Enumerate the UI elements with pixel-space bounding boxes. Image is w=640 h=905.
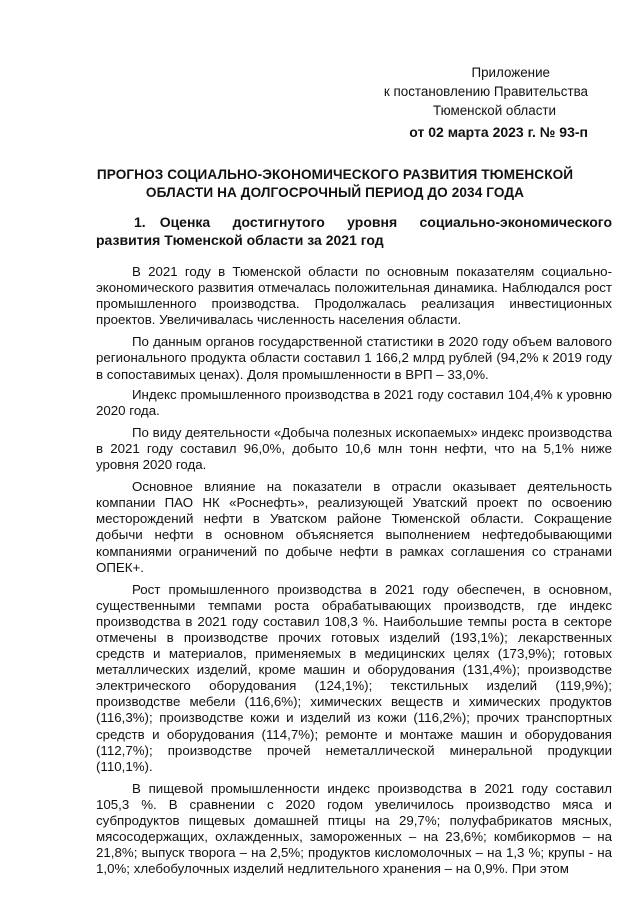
paragraph-4: По виду деятельности «Добыча полезных ископаемых» индекс производства в 2021 году составил 96,0%, добыто 10,6 млн тонн нефти, что на 5,1% ниже уровня 2020 года. (96, 424, 612, 473)
appendix-decree-date: от 02 марта 2023 г. № 93-п (409, 124, 588, 140)
section-heading (96, 213, 612, 249)
title-line-2: ОБЛАСТИ НА ДОЛГОСРОЧНЫЙ ПЕРИОД ДО 2034 ГОДА (145, 185, 525, 200)
paragraph-5: Основное влияние на показатели в отрасли оказывает деятельность компании ПАО НК «Роснефть», реализующей Уватский проект по освоению месторождений нефти в Уватском районе Тюменской области. Сокращение добычи нефти в основном объясняется выполнением нефтедобывающими компаниями ограничений по добыче нефти в рамках соглашения со странами ОПЕК+. (96, 479, 612, 575)
paragraph-7: В пищевой промышленности индекс производства в 2021 году составил 105,3 %. В сравнении с 2020 годом увеличилось производство мяса и субпродуктов пищевых домашней птицы на 29,7%; полуфабрикатов мясных, мясосодержащих, охлажденных, замороженных – на 23,6%; комбикормов – на 21,8%; выпуск творога – на 2,5%; продуктов кисломолочных – на 1,3 %; крупы - на 1,0%; хлебобулочных изделий недлительного хранения – на 0,9%. При этом (96, 780, 612, 877)
appendix-region: Тюменской области (433, 103, 556, 118)
document-body (96, 264, 612, 883)
paragraph-2: По данным органов государственной статистики в 2020 году объем валового регионального продукта области составил 1 166,2 млрд рублей (94,2% к 2019 году в сопоставимых ценах). Доля промышленности в ВРП – 33,0%. (96, 334, 612, 382)
appendix-block (288, 63, 588, 142)
paragraph-6: Рост промышленного производства в 2021 году обеспечен, в основном, существенными темпами роста обрабатывающих производств, где индекс производства в 2021 году составил 108,3 %. Наибольшие темпы роста в секторе отмечены в производстве прочих готовых изделий (193,1%); лекарственных средств и материалов, применяемых в медицинских целях (173,9%); готовых металлических изделий, кроме машин и оборудования (131,4%); производстве электрического оборудования (124,1%); текстильных изделий (119,9%); производстве мебели (116,6%); химических веществ и химических продуктов (116,3%); производстве кожи и изделий из кожи (116,2%); прочих транспортных средств и оборудования (114,7%); ремонте и монтаже машин и оборудования (112,7%); производстве прочей неметаллической минеральной продукции (110,1%). (96, 581, 612, 774)
title-line-1: ПРОГНОЗ СОЦИАЛЬНО-ЭКОНОМИЧЕСКОГО РАЗВИТИЯ ТЮМЕНСКОЙ (96, 167, 574, 182)
section-number: 1. (134, 214, 146, 230)
paragraph-3: Индекс промышленного производства в 2021 году составил 104,4% к уровню 2020 года. (96, 386, 612, 418)
paragraph-1: В 2021 году в Тюменской области по основным показателям социально-экономического развития отмечалась положительная динамика. Наблюдался рост промышленного производства. Продолжалась реализация инвестиционных проектов. Увеличивалась численность населения области. (96, 264, 612, 328)
appendix-label: Приложение (471, 65, 550, 80)
section-heading-text: Оценка достигнутого уровня социально-экономического развития Тюменской области за 2021 год (96, 214, 612, 248)
appendix-resolution: к постановлению Правительства (383, 84, 588, 99)
document-title (85, 166, 585, 202)
